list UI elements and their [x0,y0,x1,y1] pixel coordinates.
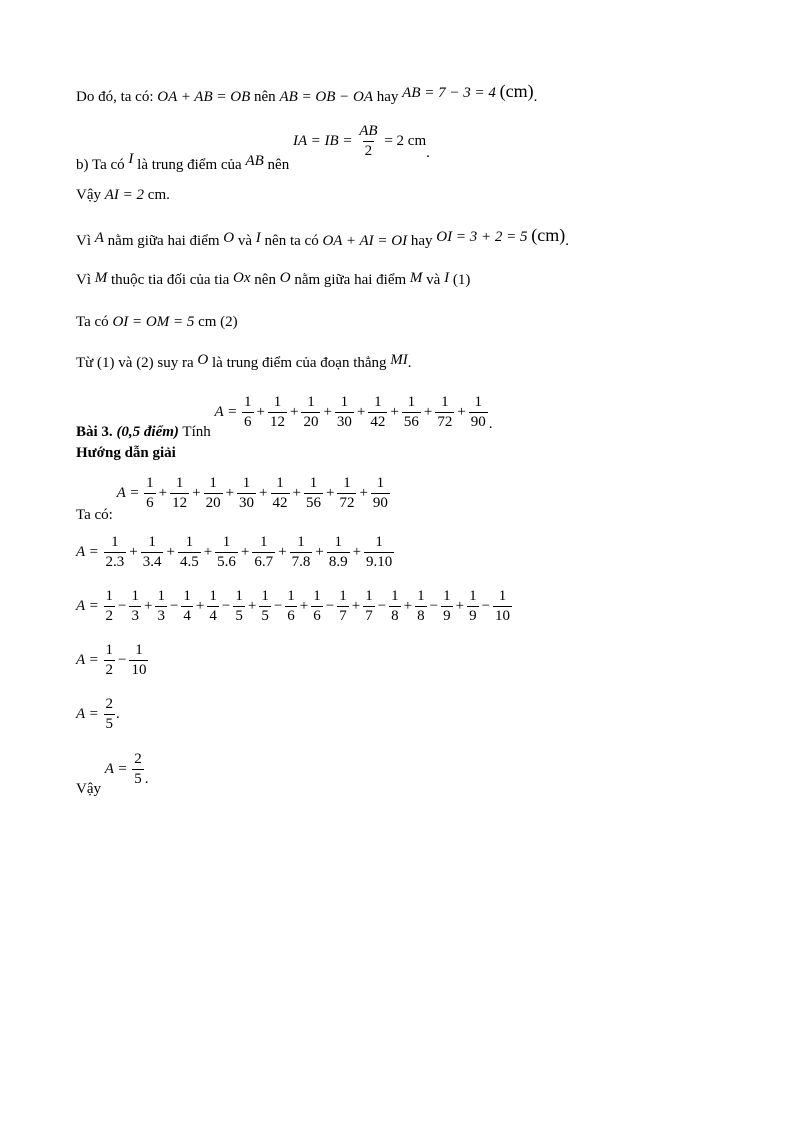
step-3-fraction [493,589,512,624]
step-1-operator: + [292,484,301,501]
problem-3-fraction [368,395,387,430]
numerator: 1 [209,588,217,604]
step-3-fraction [207,589,219,624]
solution-step-3: A = $\frac{1}{2}$ − $\frac{1}{3}$ + $\frac{1}{3}$ − $\frac{1}{4}$ + $\frac{1}{4}$ − $\frac{1}{5}$ + $\frac{1}{5}$ − $\frac{1}{6}$ + $\frac{1}{6}$ − $\frac{1}{7}$ + $\frac{1}{7}$ − $\frac{1}{8}$ + $\frac{1}{8}$ − $\frac{1}{9}$ + $\frac{1}{9}$ − $\frac{1}{10}$ [76,589,513,624]
step-3-fraction [129,589,141,624]
problem-3-operator: + [356,403,366,420]
denominator: 3 [131,608,139,624]
step-3-operator: − [118,597,127,614]
step-2-fraction [327,535,350,570]
step-3-operator: − [325,597,335,614]
denominator: 56 [305,495,321,511]
numerator: 1 [376,475,385,491]
numerator: 1 [260,534,268,550]
line-conclusion-ab: Do đó, ta có: OA + AB = OB nên AB = OB − OA hay AB = 7 − 3 = 4 (cm). [76,81,538,105]
solution-heading: Hướng dẫn giải [76,445,176,461]
denominator: 4 [183,608,191,624]
denominator: 7 [365,608,373,624]
numerator: 1 [375,534,383,550]
numerator: 1 [309,475,318,491]
step-3-operator: + [299,597,309,614]
numerator: 1 [157,588,165,604]
problem-3-fraction [469,395,488,430]
denominator: 5 [261,608,269,624]
problem-3-operator: + [457,403,466,420]
equation-ia-ib: IA = IB = [292,132,353,149]
step-2-operator: + [166,543,175,560]
denominator: 90 [372,495,388,511]
numerator: 1 [365,588,373,604]
step-2-operator: + [203,543,213,560]
line-m-opposite-ray: Vì M thuộc tia đối của tia Ox nên O nằm giữa hai điểm M và I (1) [76,270,471,288]
denominator: 9 [469,608,477,624]
numerator: 1 [131,588,139,604]
denominator: 20 [205,495,221,511]
fraction-1-2: $\frac{1}{2}$ [105,642,114,678]
step-3-fraction [363,589,375,624]
step-1-operator: + [158,484,168,501]
denominator: 20 [303,414,319,430]
equation-oa-ab-ob: OA + AB = OB [157,89,251,105]
step-3-fraction [415,589,427,624]
denominator: 6 [287,608,295,624]
solution-conclusion: Vậy A = $\frac{2}{5}$ . [76,751,149,797]
step-3-operator: + [195,597,205,614]
step-3-operator: + [403,597,413,614]
denominator: 72 [437,414,453,430]
step-3-operator: + [455,597,465,614]
unit-cm: (cm) [499,81,534,101]
denominator: 8 [391,608,399,624]
numerator: 1 [334,534,342,550]
denominator: 42 [272,495,288,511]
problem-3-operator: + [323,403,332,420]
numerator: 1 [340,394,349,410]
line-oi-value: Vì A nằm giữa hai điểm O và I nên ta có OA + AI = OI hay OI = 3 + 2 = 5 (cm). [76,225,569,249]
step-2-fraction [215,535,238,570]
step-3-operator: − [273,597,283,614]
step-3-operator: + [247,597,257,614]
equation-ab-ob-oa: AB = OB − OA [279,89,373,105]
problem-3-fraction [268,395,287,430]
step-3-operator: + [351,597,361,614]
denominator: 9.10 [366,554,393,570]
step-1-operator: + [259,484,268,501]
numerator: 1 [261,588,269,604]
line-oi-om: Ta có OI = OM = 5 cm (2) [76,314,238,330]
problem-3-sum [241,394,489,430]
numerator: 1 [273,394,282,410]
numerator: 1 [209,475,217,491]
step-3-fraction [467,589,479,624]
step-2-fraction [290,535,313,570]
problem-3-operator: + [289,403,299,420]
line-o-midpoint: Từ (1) và (2) suy ra O là trung điểm của đoạn thẳng MI. [76,352,412,371]
denominator: 42 [370,414,386,430]
numerator: 1 [244,394,252,410]
denominator: 3.4 [142,554,162,570]
step-1-fraction [204,476,223,511]
step-2-fraction [252,535,275,570]
step-1-fraction [337,476,356,511]
denominator: 30 [239,495,255,511]
denominator: 12 [172,495,188,511]
step-2-operator: + [352,543,362,560]
denominator: 4.5 [179,554,199,570]
step-3-operator: − [221,597,231,614]
denominator: 7.8 [291,554,311,570]
step-3-fraction [441,589,453,624]
step-2-fraction [178,535,201,570]
step-2-fraction [104,535,127,570]
step-1-fraction [371,476,390,511]
step-3-operator: − [429,597,439,614]
problem-3-fraction [402,395,421,430]
denominator: 8 [417,608,425,624]
denominator: 10 [495,608,511,624]
line-part-b: b) Ta có I là trung điểm của AB nên IA = IB = $\frac{AB}{2}$ = 2 cm. [76,123,430,173]
numerator: 1 [469,588,477,604]
step-3-fraction [311,589,323,624]
numerator: 1 [313,588,321,604]
step-2-operator: + [278,543,287,560]
problem-3-points: (0,5 điểm) [116,423,179,440]
numerator: 1 [105,588,114,604]
fraction-2-5: $\frac{2}{5}$ [105,696,114,732]
numerator: 1 [111,534,119,550]
problem-3-operator: + [256,403,265,420]
denominator: 72 [339,495,355,511]
denominator: 30 [336,414,352,430]
step-2-operator: + [129,543,138,560]
step-3-fraction [285,589,297,624]
step-3-fraction [389,589,401,624]
numerator: 1 [276,475,284,491]
denominator: 7 [339,608,347,624]
denominator: 2.3 [105,554,125,570]
numerator: 1 [242,475,251,491]
denominator: 2 [105,608,114,624]
denominator: 8.9 [328,554,348,570]
step-3-fraction [259,589,271,624]
step-2-fraction [141,535,164,570]
equation-ab-value: AB = 7 − 3 = 4 [402,85,496,101]
step-3-operator: − [481,597,491,614]
problem-3-fraction [435,395,454,430]
denominator: 6 [146,495,154,511]
step-3-fraction [104,589,116,624]
numerator: 1 [175,475,184,491]
numerator: 1 [339,588,347,604]
numerator: 1 [407,394,416,410]
numerator: 1 [441,394,449,410]
problem-3-statement: Bài 3. (0,5 điểm) Tính A = $\frac{1}{6}$ + $\frac{1}{12}$ + $\frac{1}{20}$ + $\frac{1}{30}$ + $\frac{1}{42}$ + $\frac{1}{56}$ + $\frac{1}{72}$ + $\frac{1}{90}$ . [76,394,493,440]
numerator: 1 [343,475,351,491]
denominator: 6.7 [254,554,274,570]
numerator: 1 [185,534,194,550]
problem-3-label: Bài 3. [76,423,113,440]
step-1-fraction [237,476,256,511]
denominator: 12 [269,414,285,430]
solution-step-4: A = $\frac{1}{2}$ − $\frac{1}{10}$ [76,642,147,678]
denominator: 9 [443,608,451,624]
step-3-fraction [181,589,193,624]
denominator: 90 [470,414,486,430]
step-1-fraction [144,476,156,511]
numerator: 1 [443,588,451,604]
numerator: 1 [307,394,315,410]
denominator: 6 [313,608,321,624]
numerator: 1 [297,534,305,550]
step-3-operator: + [143,597,153,614]
step-2-operator: + [240,543,250,560]
problem-3-fraction [242,395,254,430]
problem-3-operator: + [423,403,433,420]
step-1-operator: + [225,484,235,501]
step-1-operator: + [192,484,201,501]
denominator: 5.6 [217,554,236,570]
step-3-fraction [155,589,167,624]
denominator: 56 [403,414,419,430]
step-3-operator: − [169,597,179,614]
denominator: 5 [235,608,243,624]
numerator: 1 [146,475,154,491]
numerator: 1 [148,534,156,550]
step-3-fraction [337,589,349,624]
fraction-2-5-final: $\frac{2}{5}$ [134,751,142,787]
numerator: 1 [287,588,295,604]
step-2-operator: + [315,543,324,560]
step-2-fraction [364,535,394,570]
denominator: 3 [157,608,165,624]
numerator: 1 [474,394,483,410]
step-1-fraction [304,476,323,511]
numerator: 1 [183,588,191,604]
step-3-operator: − [377,597,387,614]
denominator: 4 [209,608,217,624]
step-1-operator: + [359,484,368,501]
fraction-ab-over-2: $\frac{AB}{2}$ [359,123,378,159]
problem-3-fraction [301,395,320,430]
step-1-operator: + [325,484,335,501]
fraction-1-10: $\frac{1}{10}$ [131,642,147,678]
problem-3-operator: + [390,403,399,420]
numerator: 1 [235,588,243,604]
step-1-fraction [170,476,189,511]
numerator: 1 [222,534,231,550]
solution-step-2: A = $\frac{1}{2.3}$ + $\frac{1}{3.4}$ + $\frac{1}{4.5}$ + $\frac{1}{5.6}$ + $\frac{1}{6.7}$ + $\frac{1}{7.8}$ + $\frac{1}{8.9}$ + $\frac{1}{9.10}$ [76,535,395,570]
numerator: 1 [498,588,507,604]
numerator: 1 [391,588,399,604]
solution-step-1: Ta có: A = $\frac{1}{6}$ + $\frac{1}{12}$ + $\frac{1}{20}$ + $\frac{1}{30}$ + $\frac{1}{42}$ + $\frac{1}{56}$ + $\frac{1}{72}$ + $\frac{1}{90}$ [76,476,391,511]
step-1-fraction [271,476,290,511]
line-ai-value: Vậy AI = 2 cm. [76,187,170,203]
step-3-fraction [233,589,245,624]
numerator: 1 [374,394,382,410]
denominator: 6 [244,414,252,430]
numerator: 1 [417,588,425,604]
solution-step-5: A = $\frac{2}{5}$ . [76,696,120,732]
problem-3-fraction [335,395,354,430]
